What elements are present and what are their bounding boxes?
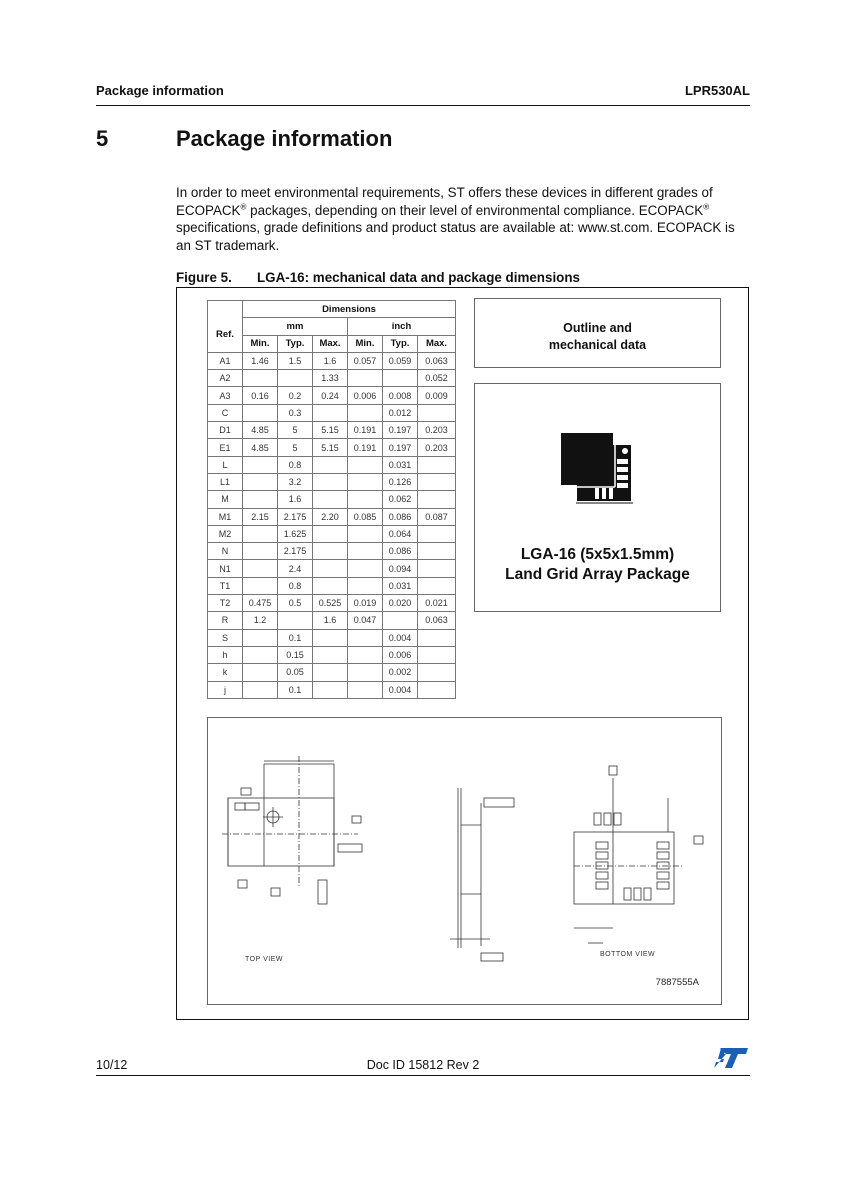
value-cell: 0.002 xyxy=(383,664,418,681)
value-cell: 0.031 xyxy=(383,577,418,594)
ref-cell: L1 xyxy=(208,473,243,490)
value-cell xyxy=(313,681,348,698)
package-title-line1: LGA-16 (5x5x1.5mm) xyxy=(520,546,675,563)
value-cell xyxy=(348,473,383,490)
value-cell: 0.24 xyxy=(313,387,348,404)
table-row xyxy=(208,681,456,698)
table-row xyxy=(208,508,456,525)
value-cell: 0.05 xyxy=(278,664,313,681)
table-row xyxy=(208,629,456,646)
value-cell xyxy=(418,456,456,473)
value-cell xyxy=(348,370,383,387)
section-title: Package information xyxy=(176,126,393,151)
value-cell: 0.012 xyxy=(383,404,418,421)
value-cell xyxy=(243,543,278,560)
outline-line2: mechanical data xyxy=(548,338,647,352)
value-cell xyxy=(418,577,456,594)
value-cell: 2.175 xyxy=(278,508,313,525)
value-cell: 4.85 xyxy=(243,422,278,439)
value-cell xyxy=(243,370,278,387)
package-title-line2: Land Grid Array Package xyxy=(505,566,690,583)
section-number: 5 xyxy=(96,126,109,151)
running-header-section: Package information xyxy=(96,83,224,98)
value-cell: 1.6 xyxy=(313,612,348,629)
value-cell: 0.006 xyxy=(348,387,383,404)
ref-header: Ref. xyxy=(208,318,243,353)
value-cell xyxy=(348,456,383,473)
value-cell: 0.203 xyxy=(418,422,456,439)
value-cell: 0.059 xyxy=(383,352,418,369)
drawing-code: 7887555A xyxy=(655,977,699,988)
value-cell xyxy=(243,560,278,577)
col-header: Max. xyxy=(313,335,348,352)
value-cell xyxy=(243,491,278,508)
value-cell xyxy=(243,681,278,698)
value-cell: 0.197 xyxy=(383,422,418,439)
doc-id: Doc ID 15812 Rev 2 xyxy=(366,1058,480,1072)
value-cell xyxy=(313,456,348,473)
value-cell xyxy=(348,681,383,698)
table-row xyxy=(208,352,456,369)
table-row xyxy=(208,491,456,508)
value-cell: 0.203 xyxy=(418,439,456,456)
value-cell: 5 xyxy=(278,422,313,439)
outline-line1: Outline and xyxy=(563,321,632,335)
value-cell xyxy=(418,560,456,577)
value-cell: 5 xyxy=(278,439,313,456)
value-cell: 0.16 xyxy=(243,387,278,404)
value-cell xyxy=(243,577,278,594)
value-cell: 0.057 xyxy=(348,352,383,369)
value-cell: 0.031 xyxy=(383,456,418,473)
col-header: Min. xyxy=(348,335,383,352)
table-row xyxy=(208,525,456,542)
value-cell: 0.064 xyxy=(383,525,418,542)
value-cell xyxy=(348,404,383,421)
value-cell: 0.004 xyxy=(383,629,418,646)
table-title: Dimensions xyxy=(243,301,456,318)
value-cell xyxy=(313,525,348,542)
top-view-label: TOP VIEW xyxy=(245,956,283,963)
ref-cell: R xyxy=(208,612,243,629)
value-cell xyxy=(243,456,278,473)
value-cell xyxy=(243,404,278,421)
running-header-part: LPR530AL xyxy=(684,83,750,98)
table-row xyxy=(208,456,456,473)
value-cell: 1.6 xyxy=(278,491,313,508)
value-cell: 2.4 xyxy=(278,560,313,577)
col-header: Typ. xyxy=(278,335,313,352)
value-cell xyxy=(243,646,278,663)
header-rule xyxy=(96,105,750,106)
value-cell: 0.062 xyxy=(383,491,418,508)
value-cell xyxy=(313,404,348,421)
value-cell xyxy=(348,629,383,646)
col-header: Min. xyxy=(243,335,278,352)
value-cell xyxy=(418,664,456,681)
value-cell: 0.3 xyxy=(278,404,313,421)
value-cell: 5.15 xyxy=(313,422,348,439)
table-row xyxy=(208,560,456,577)
value-cell: 0.197 xyxy=(383,439,418,456)
value-cell xyxy=(418,646,456,663)
value-cell xyxy=(348,577,383,594)
outline-box xyxy=(474,298,721,368)
value-cell: 0.191 xyxy=(348,439,383,456)
value-cell: 1.5 xyxy=(278,352,313,369)
value-cell: 0.525 xyxy=(313,595,348,612)
ref-cell: M xyxy=(208,491,243,508)
value-cell xyxy=(313,629,348,646)
value-cell: 0.475 xyxy=(243,595,278,612)
value-cell xyxy=(348,664,383,681)
value-cell xyxy=(418,525,456,542)
value-cell: 0.004 xyxy=(383,681,418,698)
registered-mark: ® xyxy=(240,202,247,212)
table-row xyxy=(208,473,456,490)
ref-cell: A1 xyxy=(208,352,243,369)
figure-caption xyxy=(176,270,580,285)
value-cell xyxy=(313,473,348,490)
value-cell: 0.094 xyxy=(383,560,418,577)
value-cell xyxy=(313,560,348,577)
table-row xyxy=(208,422,456,439)
value-cell xyxy=(313,646,348,663)
value-cell: 0.1 xyxy=(278,681,313,698)
value-cell: 0.1 xyxy=(278,629,313,646)
value-cell xyxy=(418,491,456,508)
value-cell: 2.15 xyxy=(243,508,278,525)
value-cell: 0.021 xyxy=(418,595,456,612)
value-cell: 5.15 xyxy=(313,439,348,456)
value-cell: 0.126 xyxy=(383,473,418,490)
ref-cell: k xyxy=(208,664,243,681)
ref-cell: L xyxy=(208,456,243,473)
ref-cell: M1 xyxy=(208,508,243,525)
page-number: 10/12 xyxy=(96,1058,128,1072)
value-cell xyxy=(383,370,418,387)
value-cell: 0.047 xyxy=(348,612,383,629)
value-cell: 0.085 xyxy=(348,508,383,525)
value-cell xyxy=(418,404,456,421)
table-row xyxy=(208,612,456,629)
registered-mark: ® xyxy=(703,202,710,212)
st-logo-icon xyxy=(712,1046,750,1070)
value-cell: 1.625 xyxy=(278,525,313,542)
value-cell: 0.009 xyxy=(418,387,456,404)
value-cell xyxy=(418,543,456,560)
ref-cell: h xyxy=(208,646,243,663)
value-cell: 0.087 xyxy=(418,508,456,525)
table-row xyxy=(208,439,456,456)
ref-cell: N1 xyxy=(208,560,243,577)
value-cell xyxy=(278,370,313,387)
table-row xyxy=(208,543,456,560)
value-cell: 2.175 xyxy=(278,543,313,560)
ref-cell: T1 xyxy=(208,577,243,594)
value-cell: 0.063 xyxy=(418,352,456,369)
value-cell xyxy=(243,664,278,681)
value-cell xyxy=(243,629,278,646)
value-cell xyxy=(418,681,456,698)
value-cell: 1.2 xyxy=(243,612,278,629)
value-cell: 0.020 xyxy=(383,595,418,612)
value-cell: 0.086 xyxy=(383,543,418,560)
value-cell xyxy=(313,543,348,560)
value-cell xyxy=(348,646,383,663)
ref-cell: D1 xyxy=(208,422,243,439)
figure-title: LGA-16: mechanical data and package dimensions xyxy=(257,270,580,285)
value-cell: 2.20 xyxy=(313,508,348,525)
value-cell xyxy=(418,629,456,646)
value-cell xyxy=(313,491,348,508)
package-title xyxy=(475,545,720,585)
value-cell xyxy=(278,612,313,629)
value-cell xyxy=(243,473,278,490)
table-row xyxy=(208,646,456,663)
value-cell xyxy=(348,560,383,577)
value-cell: 0.191 xyxy=(348,422,383,439)
table-row xyxy=(208,664,456,681)
col-header: Max. xyxy=(418,335,456,352)
ref-cell: j xyxy=(208,681,243,698)
paragraph-text: specifications, grade definitions and product status are available at: www.st.com. ECOPACK is an ST trademark. xyxy=(176,220,735,253)
ref-cell: A3 xyxy=(208,387,243,404)
value-cell: 0.052 xyxy=(418,370,456,387)
value-cell: 0.8 xyxy=(278,577,313,594)
ref-cell: C xyxy=(208,404,243,421)
value-cell xyxy=(348,543,383,560)
unit-header-mm: mm xyxy=(243,318,348,335)
value-cell: 1.6 xyxy=(313,352,348,369)
value-cell: 0.2 xyxy=(278,387,313,404)
ref-cell: S xyxy=(208,629,243,646)
paragraph-text: packages, depending on their level of environmental compliance. ECOPACK xyxy=(246,202,704,218)
table-row xyxy=(208,387,456,404)
table-row xyxy=(208,577,456,594)
footer-rule xyxy=(96,1075,750,1076)
mechanical-drawing xyxy=(207,717,722,1005)
value-cell: 0.5 xyxy=(278,595,313,612)
value-cell: 0.086 xyxy=(383,508,418,525)
value-cell xyxy=(243,525,278,542)
table-row xyxy=(208,370,456,387)
value-cell: 1.46 xyxy=(243,352,278,369)
ref-cell: E1 xyxy=(208,439,243,456)
value-cell: 1.33 xyxy=(313,370,348,387)
value-cell: 0.006 xyxy=(383,646,418,663)
value-cell xyxy=(313,664,348,681)
value-cell: 4.85 xyxy=(243,439,278,456)
ref-cell: T2 xyxy=(208,595,243,612)
lga-package-icon xyxy=(559,431,639,505)
package-box xyxy=(474,383,721,612)
figure-label: Figure 5. xyxy=(176,270,232,285)
top-view-drawing xyxy=(208,718,723,1006)
paragraph-text: In order to meet environmental requirements, ST offers these devices in different grades of ECOPACK xyxy=(176,185,713,218)
dimensions-table xyxy=(207,300,456,699)
table-row xyxy=(208,595,456,612)
value-cell: 0.008 xyxy=(383,387,418,404)
value-cell xyxy=(383,612,418,629)
intro-paragraph xyxy=(176,184,752,254)
col-header: Typ. xyxy=(383,335,418,352)
value-cell: 0.15 xyxy=(278,646,313,663)
bottom-view-label: BOTTOM VIEW xyxy=(600,951,656,958)
value-cell: 0.019 xyxy=(348,595,383,612)
value-cell: 3.2 xyxy=(278,473,313,490)
ref-cell: M2 xyxy=(208,525,243,542)
value-cell: 0.063 xyxy=(418,612,456,629)
value-cell xyxy=(348,491,383,508)
unit-header-inch: inch xyxy=(348,318,456,335)
table-row xyxy=(208,404,456,421)
ref-cell: A2 xyxy=(208,370,243,387)
value-cell: 0.8 xyxy=(278,456,313,473)
ref-cell: N xyxy=(208,543,243,560)
value-cell xyxy=(418,473,456,490)
value-cell xyxy=(348,525,383,542)
value-cell xyxy=(313,577,348,594)
